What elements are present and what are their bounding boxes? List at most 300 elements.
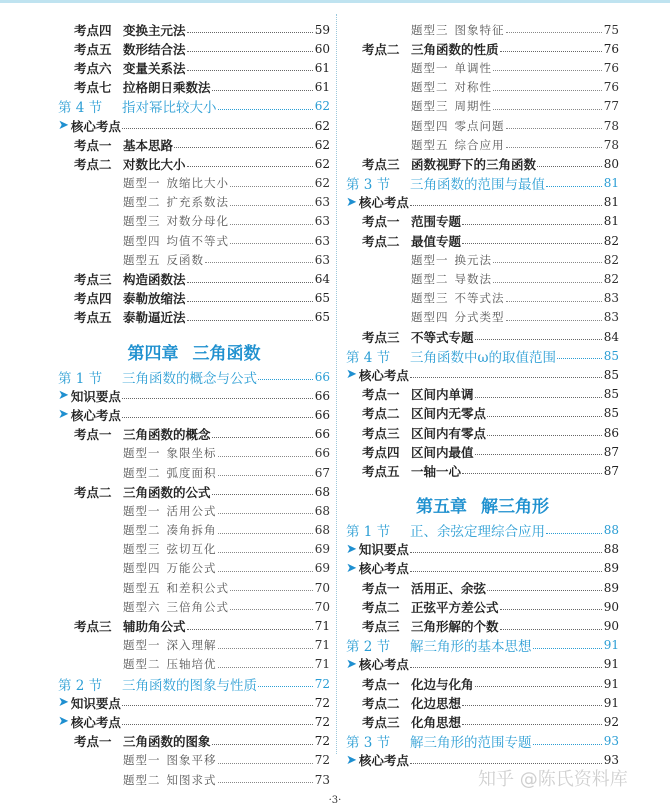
entry-title: 三角函数的概念 <box>123 427 211 443</box>
toc-entry-tixing[interactable] <box>346 116 619 135</box>
page-ref: 76 <box>603 41 619 56</box>
entry-title: 解三角形的范围专题 <box>410 735 532 752</box>
toc-entry-kaodian[interactable] <box>58 58 330 77</box>
page-ref: 61 <box>314 60 330 75</box>
dot-leader <box>187 282 313 283</box>
entry-title: 三角函数的图象与性质 <box>122 677 257 694</box>
dot-leader <box>187 166 313 167</box>
entry-title: 对称性 <box>454 80 492 95</box>
dot-leader <box>493 282 602 283</box>
dot-leader <box>187 70 313 71</box>
toc-entry-tixing[interactable] <box>58 193 330 212</box>
page-number: ·3· <box>328 795 342 806</box>
dot-leader <box>218 513 313 514</box>
entry-label: 题型三 <box>411 99 449 114</box>
dot-leader <box>475 454 602 455</box>
chapter-heading <box>346 481 619 521</box>
entry-title: 反函数 <box>166 252 204 267</box>
dot-leader <box>218 533 313 534</box>
dot-leader <box>218 782 313 783</box>
entry-label: 知识要点 <box>70 695 121 711</box>
page-ref: 91 <box>603 638 619 653</box>
page-ref: 85 <box>603 387 619 402</box>
dot-leader <box>475 686 602 687</box>
page-ref: 66 <box>314 446 330 461</box>
toc-entry-tixing[interactable] <box>58 501 330 520</box>
page-ref: 88 <box>603 523 619 538</box>
entry-title: 活用公式 <box>166 503 217 518</box>
entry-title: 数形结合法 <box>123 41 186 57</box>
page-ref: 71 <box>314 657 330 672</box>
entry-title: 深入理解 <box>166 638 217 653</box>
entry-label: 考点二 <box>362 406 400 422</box>
entry-title: 正、余弦定理综合应用 <box>410 524 545 541</box>
entry-title: 基本思路 <box>123 137 174 153</box>
dot-leader <box>410 552 602 553</box>
entry-label: 题型四 <box>123 233 161 248</box>
page-ref: 92 <box>603 714 619 729</box>
page-ref: 78 <box>603 137 619 152</box>
entry-title: 区间内单调 <box>411 387 474 403</box>
entry-label: 考点四 <box>74 22 112 38</box>
entry-label: 考点四 <box>74 291 112 307</box>
page-ref: 72 <box>314 714 330 729</box>
toc-entry-kaodian[interactable] <box>346 385 619 404</box>
dot-leader <box>533 648 602 649</box>
entry-label: 核心考点 <box>70 118 121 134</box>
entry-title: 弧度面积 <box>166 465 217 480</box>
toc-entry-kaodian[interactable] <box>346 212 619 231</box>
page-ref: 91 <box>603 676 619 691</box>
dot-leader <box>218 109 313 110</box>
entry-title: 均值不等式 <box>166 233 229 248</box>
page-ref: 90 <box>603 599 619 614</box>
toc-core-entry[interactable] <box>58 712 330 731</box>
toc-core-entry[interactable] <box>346 193 619 212</box>
arrow-icon: ➤ <box>58 407 69 423</box>
entry-title: 构造函数法 <box>123 272 186 288</box>
dot-leader <box>187 301 313 302</box>
page-ref: 84 <box>603 329 619 344</box>
toc-entry-tixing[interactable] <box>58 636 330 655</box>
dot-leader <box>487 590 602 591</box>
entry-label: 核心考点 <box>358 367 409 383</box>
page-ref: 70 <box>314 580 330 595</box>
entry-label: 考点三 <box>74 272 112 288</box>
entry-title: 对数分母化 <box>166 214 229 229</box>
entry-title: 换元法 <box>454 252 492 267</box>
entry-title: 化边思想 <box>411 695 462 711</box>
entry-title: 单调性 <box>454 60 492 75</box>
entry-label: 核心考点 <box>358 561 409 577</box>
toc-core-entry[interactable] <box>58 116 330 135</box>
page-ref: 63 <box>314 233 330 248</box>
entry-title: 凑角拆角 <box>166 523 217 538</box>
toc-entry-kaodian[interactable] <box>58 135 330 154</box>
entry-title: 指对幂比较大小 <box>122 100 217 117</box>
entry-label: 考点三 <box>74 619 112 635</box>
entry-title: 图象平移 <box>166 753 217 768</box>
entry-label: 考点一 <box>74 734 112 750</box>
toc-entry-kaodian[interactable] <box>346 712 619 731</box>
dot-leader <box>493 70 602 71</box>
entry-title: 变量关系法 <box>123 60 186 76</box>
entry-label: 考点二 <box>74 484 112 500</box>
toc-entry-kaodian[interactable] <box>58 154 330 173</box>
page-ref: 80 <box>603 156 619 171</box>
dot-leader <box>218 648 313 649</box>
arrow-icon: ➤ <box>58 695 69 711</box>
page-ref: 87 <box>603 463 619 478</box>
toc-entry-tixing[interactable] <box>58 597 330 616</box>
page-ref: 81 <box>603 214 619 229</box>
dot-leader <box>462 473 602 474</box>
entry-label: 核心考点 <box>358 657 409 673</box>
entry-label: 题型二 <box>123 195 161 210</box>
page-ref: 82 <box>603 252 619 267</box>
dot-leader <box>462 243 602 244</box>
entry-title: 三角函数的概念与公式 <box>122 370 257 387</box>
toc-core-entry[interactable] <box>58 405 330 424</box>
dot-leader <box>493 90 602 91</box>
toc-entry-kaodian[interactable] <box>346 39 619 58</box>
dot-leader <box>212 494 313 495</box>
entry-title: 一轴一心 <box>411 463 462 479</box>
toc-core-entry[interactable] <box>346 559 619 578</box>
toc-entry-kaodian[interactable] <box>346 327 619 346</box>
page-ref: 91 <box>603 657 619 672</box>
dot-leader <box>410 763 602 764</box>
toc-entry-kaodian[interactable] <box>346 404 619 423</box>
entry-title: 图象特征 <box>454 22 505 37</box>
page-ref: 82 <box>603 233 619 248</box>
page-ref: 68 <box>314 484 330 499</box>
toc-entry-kaodian[interactable] <box>346 154 619 173</box>
dot-leader <box>218 475 313 476</box>
dot-leader <box>174 147 313 148</box>
toc-section-entry[interactable] <box>346 636 619 655</box>
dot-leader <box>187 51 313 52</box>
page-ref: 65 <box>314 291 330 306</box>
entry-label: 题型一 <box>123 446 161 461</box>
entry-label: 第 1 节 <box>346 524 391 541</box>
chapter-number: 第四章 <box>127 343 179 364</box>
dot-leader <box>493 262 602 263</box>
dot-leader <box>557 358 602 359</box>
entry-label: 题型四 <box>411 310 449 325</box>
entry-label: 题型三 <box>411 291 449 306</box>
toc-entry-kaodian[interactable] <box>58 308 330 327</box>
dot-leader <box>537 166 602 167</box>
entry-label: 第 3 节 <box>346 177 391 194</box>
toc-entry-tixing[interactable] <box>346 58 619 77</box>
dot-leader <box>500 629 602 630</box>
dot-leader <box>218 763 313 764</box>
toc-entry-kaodian[interactable] <box>58 39 330 58</box>
dot-leader <box>410 205 602 206</box>
entry-label: 题型二 <box>123 657 161 672</box>
page-ref: 62 <box>314 118 330 133</box>
page-ref: 90 <box>603 619 619 634</box>
entry-title: 导数法 <box>454 272 492 287</box>
column-divider <box>336 14 337 754</box>
dot-leader <box>475 397 602 398</box>
dot-leader <box>506 320 602 321</box>
toc-core-entry[interactable] <box>346 365 619 384</box>
entry-title: 不等式法 <box>454 291 505 306</box>
page-ref: 68 <box>314 503 330 518</box>
toc-entry-tixing[interactable] <box>346 250 619 269</box>
toc-section-entry[interactable] <box>58 674 330 693</box>
entry-label: 考点四 <box>362 444 400 460</box>
entry-title: 解三角形的基本思想 <box>410 639 532 656</box>
entry-label: 第 2 节 <box>58 677 103 694</box>
entry-title: 三倍角公式 <box>166 599 229 614</box>
entry-label: 题型三 <box>123 214 161 229</box>
entry-title: 泰勒逼近法 <box>123 310 186 326</box>
toc-entry-tixing[interactable] <box>58 559 330 578</box>
entry-label: 考点一 <box>362 214 400 230</box>
page-ref: 70 <box>314 599 330 614</box>
toc-section-entry[interactable] <box>346 174 619 193</box>
entry-label: 考点一 <box>362 676 400 692</box>
dot-leader <box>462 724 602 725</box>
entry-label: 考点五 <box>362 463 400 479</box>
page-ref: 83 <box>603 310 619 325</box>
toc-entry-kaodian[interactable] <box>58 425 330 444</box>
dot-leader <box>493 109 602 110</box>
toc-entry-kaodian[interactable] <box>346 423 619 442</box>
toc-entry-tixing[interactable] <box>346 289 619 308</box>
dot-leader <box>258 686 313 687</box>
dot-leader <box>546 186 602 187</box>
toc-entry-kaodian[interactable] <box>58 732 330 751</box>
toc-entry-tixing[interactable] <box>58 751 330 770</box>
entry-label: 第 3 节 <box>346 735 391 752</box>
entry-title: 变换主元法 <box>123 22 186 38</box>
entry-label: 题型二 <box>411 272 449 287</box>
entry-label: 核心考点 <box>358 195 409 211</box>
page-ref: 87 <box>603 444 619 459</box>
page-ref: 77 <box>603 99 619 114</box>
entry-label: 题型五 <box>411 137 449 152</box>
page-ref: 63 <box>314 214 330 229</box>
dot-leader <box>258 379 313 380</box>
page-ref: 73 <box>314 772 330 787</box>
page-ref: 78 <box>603 118 619 133</box>
page-ref: 64 <box>314 272 330 287</box>
toc-section-entry[interactable] <box>58 97 330 116</box>
page-ref: 60 <box>314 41 330 56</box>
entry-label: 题型一 <box>123 753 161 768</box>
toc-entry-kaodian[interactable] <box>346 231 619 250</box>
toc-entry-kaodian[interactable] <box>346 461 619 480</box>
dot-leader <box>218 552 313 553</box>
page-ref: 71 <box>314 638 330 653</box>
page-ref: 93 <box>603 734 619 749</box>
page-ref: 75 <box>603 22 619 37</box>
toc-section-entry[interactable] <box>58 367 330 386</box>
entry-label: 第 1 节 <box>58 370 103 387</box>
page-ref: 62 <box>314 137 330 152</box>
toc-entry-kaodian[interactable] <box>58 20 330 39</box>
dot-leader <box>410 667 602 668</box>
page-ref: 65 <box>314 310 330 325</box>
entry-label: 题型六 <box>123 599 161 614</box>
entry-label: 题型一 <box>123 176 161 191</box>
page-ref: 76 <box>603 60 619 75</box>
entry-label: 题型二 <box>123 772 161 787</box>
page-ref: 69 <box>314 561 330 576</box>
toc-entry-kaodian[interactable] <box>58 269 330 288</box>
entry-label: 题型三 <box>123 542 161 557</box>
dot-leader <box>218 571 313 572</box>
dot-leader <box>187 320 313 321</box>
toc-section-entry[interactable] <box>346 521 619 540</box>
toc-entry-kaodian[interactable] <box>58 78 330 97</box>
dot-leader <box>212 437 313 438</box>
entry-label: 核心考点 <box>358 753 409 769</box>
entry-label: 题型二 <box>123 523 161 538</box>
dot-leader <box>487 416 602 417</box>
entry-label: 考点二 <box>362 233 400 249</box>
entry-label: 考点二 <box>362 599 400 615</box>
entry-label: 考点一 <box>362 387 400 403</box>
chapter-heading <box>58 327 330 367</box>
entry-label: 第 4 节 <box>346 349 391 366</box>
toc-entry-kaodian[interactable] <box>346 616 619 635</box>
toc-entry-kaodian[interactable] <box>346 578 619 597</box>
page-ref: 89 <box>603 580 619 595</box>
dot-leader <box>230 590 313 591</box>
toc-entry-tixing[interactable] <box>58 578 330 597</box>
dot-leader <box>230 609 313 610</box>
toc-entry-tixing[interactable] <box>58 521 330 540</box>
dot-leader <box>506 147 602 148</box>
entry-label: 考点七 <box>74 80 112 96</box>
toc-entry-tixing[interactable] <box>58 174 330 193</box>
entry-title: 三角函数的性质 <box>411 41 499 57</box>
entry-title: 压轴培优 <box>166 657 217 672</box>
entry-label: 第 2 节 <box>346 639 391 656</box>
dot-leader <box>410 377 602 378</box>
entry-title: 分式类型 <box>454 310 505 325</box>
toc-core-entry[interactable] <box>346 540 619 559</box>
dot-leader <box>230 205 313 206</box>
toc-core-entry[interactable] <box>58 693 330 712</box>
toc-entry-tixing[interactable] <box>58 231 330 250</box>
toc-entry-kaodian[interactable] <box>58 482 330 501</box>
toc-section-entry[interactable] <box>346 732 619 751</box>
dot-leader <box>212 744 313 745</box>
dot-leader <box>230 224 313 225</box>
dot-leader <box>212 90 313 91</box>
page-ref: 59 <box>314 22 330 37</box>
toc-entry-kaodian[interactable] <box>58 616 330 635</box>
top-border <box>0 0 670 3</box>
toc-entry-tixing[interactable] <box>346 269 619 288</box>
toc-entry-tixing[interactable] <box>346 135 619 154</box>
toc-core-entry[interactable] <box>346 655 619 674</box>
toc-entry-kaodian[interactable] <box>58 289 330 308</box>
entry-title: 三角函数中ω的取值范围 <box>410 349 557 366</box>
page-ref: 66 <box>314 369 330 384</box>
entry-label: 题型一 <box>411 60 449 75</box>
page-ref: 72 <box>314 676 330 691</box>
toc-entry-kaodian[interactable] <box>346 674 619 693</box>
entry-title: 正弦平方差公式 <box>411 599 499 615</box>
entry-title: 区间内无零点 <box>411 406 487 422</box>
page-ref: 69 <box>314 542 330 557</box>
toc-entry-tixing[interactable] <box>58 770 330 789</box>
arrow-icon: ➤ <box>346 752 357 768</box>
entry-label: 考点三 <box>362 425 400 441</box>
dot-leader <box>205 262 313 263</box>
entry-label: 考点三 <box>362 156 400 172</box>
dot-leader <box>122 724 313 725</box>
toc-entry-tixing[interactable] <box>346 20 619 39</box>
toc-entry-tixing[interactable] <box>58 655 330 674</box>
dot-leader <box>218 456 313 457</box>
entry-label: 题型五 <box>123 252 161 267</box>
toc-entry-tixing[interactable] <box>58 540 330 559</box>
toc-entry-kaodian[interactable] <box>346 693 619 712</box>
page-ref: 72 <box>314 753 330 768</box>
toc-entry-kaodian[interactable] <box>346 597 619 616</box>
toc-section-entry[interactable] <box>346 346 619 365</box>
entry-title: 化角思想 <box>411 714 462 730</box>
toc-entry-tixing[interactable] <box>58 444 330 463</box>
page-ref: 62 <box>314 156 330 171</box>
dot-leader <box>230 243 313 244</box>
dot-leader <box>122 128 313 129</box>
entry-title: 最值专题 <box>411 233 462 249</box>
dot-leader <box>462 224 602 225</box>
toc-entry-tixing[interactable] <box>346 97 619 116</box>
toc-entry-kaodian[interactable] <box>346 442 619 461</box>
page-ref: 89 <box>603 561 619 576</box>
dot-leader <box>218 667 313 668</box>
toc-entry-tixing[interactable] <box>58 212 330 231</box>
toc-entry-tixing[interactable] <box>346 308 619 327</box>
arrow-icon: ➤ <box>58 118 69 134</box>
toc-entry-tixing[interactable] <box>58 250 330 269</box>
page-ref: 67 <box>314 465 330 480</box>
page-ref: 62 <box>314 176 330 191</box>
page-ref: 76 <box>603 80 619 95</box>
arrow-icon: ➤ <box>346 194 357 210</box>
dot-leader <box>506 128 602 129</box>
page-ref: 88 <box>603 542 619 557</box>
toc-entry-tixing[interactable] <box>58 463 330 482</box>
entry-label: 考点五 <box>74 41 112 57</box>
arrow-icon: ➤ <box>346 367 357 383</box>
dot-leader <box>122 417 313 418</box>
page-ref: 71 <box>314 619 330 634</box>
toc-core-entry[interactable] <box>58 386 330 405</box>
watermark: 知乎 @陈氏资料库 <box>478 769 628 790</box>
page-ref: 85 <box>603 348 619 363</box>
entry-label: 考点二 <box>74 156 112 172</box>
toc-entry-tixing[interactable] <box>346 78 619 97</box>
page-ref: 63 <box>314 252 330 267</box>
entry-title: 化边与化角 <box>411 676 474 692</box>
arrow-icon: ➤ <box>58 714 69 730</box>
entry-label: 考点一 <box>74 137 112 153</box>
arrow-icon: ➤ <box>346 656 357 672</box>
page-ref: 82 <box>603 272 619 287</box>
dot-leader <box>500 51 602 52</box>
